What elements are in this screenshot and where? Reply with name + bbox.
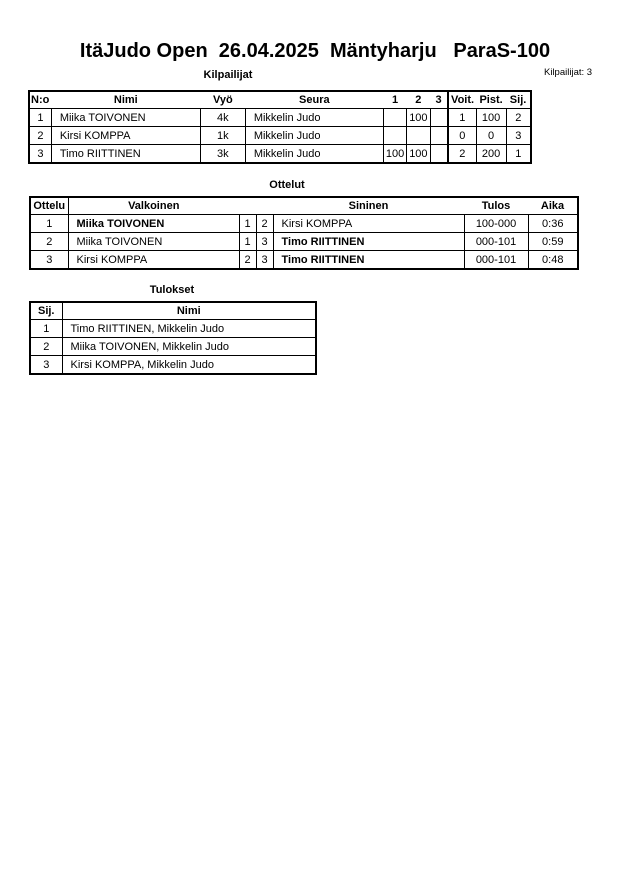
col-header-valkoinen: Valkoinen — [128, 200, 180, 212]
matches-table — [29, 196, 579, 270]
competitor-round3-score — [430, 127, 448, 145]
competitor-number: 1 — [29, 109, 51, 127]
match-number: 3 — [30, 251, 68, 270]
competitor-round3-score — [430, 145, 448, 164]
col-header-sininen: Sininen — [348, 200, 389, 212]
col-header-nimi: Nimi — [176, 305, 201, 317]
competitor-belt: 3k — [200, 145, 245, 164]
section-label-ottelut: Ottelut — [269, 179, 305, 191]
section-label-kilpailijat: Kilpailijat — [203, 69, 253, 81]
competitor-points: 100 — [476, 109, 506, 127]
results-table — [29, 301, 317, 375]
col-header-sij: Sij. — [509, 94, 527, 106]
blue-competitor: Timo RIITTINEN — [273, 233, 464, 251]
match-time: 0:48 — [528, 251, 578, 270]
blue-competitor: Kirsi KOMPPA — [273, 215, 464, 233]
blue-competitor-number: 3 — [256, 251, 273, 270]
competitor-wins: 1 — [448, 109, 476, 127]
section-label-tulokset: Tulokset — [149, 284, 195, 296]
match-row — [30, 233, 578, 251]
competitor-round1-score: 100 — [383, 145, 406, 164]
competitor-round2-score: 100 — [407, 145, 430, 164]
result-row — [30, 338, 316, 356]
page-title: ItäJudo Open 26.04.2025 Mäntyharju ParaS-100 — [79, 40, 551, 62]
competitor-points: 200 — [476, 145, 506, 164]
competitor-round3-score — [430, 109, 448, 127]
col-header-round1: 1 — [391, 94, 399, 106]
col-header-round2: 2 — [415, 94, 422, 106]
col-header-aika: Aika — [540, 200, 565, 212]
match-time: 0:59 — [528, 233, 578, 251]
result-place: 2 — [30, 338, 62, 356]
competitor-name: Kirsi KOMPPA — [51, 127, 200, 145]
col-header-seura: Seura — [299, 94, 330, 106]
competitor-club: Mikkelin Judo — [245, 109, 383, 127]
competitors-count: Kilpailijat: 3 — [544, 67, 593, 78]
match-result: 000-101 — [464, 233, 528, 251]
match-number: 2 — [30, 233, 68, 251]
competitor-number: 3 — [29, 145, 51, 164]
competitor-round1-score — [383, 109, 406, 127]
blue-competitor-number: 2 — [256, 215, 273, 233]
col-header-tulos: Tulos — [481, 200, 511, 212]
col-header-white-number — [239, 197, 256, 215]
result-competitor: Kirsi KOMPPA, Mikkelin Judo — [62, 356, 316, 375]
competitor-number: 2 — [29, 127, 51, 145]
match-time: 0:36 — [528, 215, 578, 233]
white-competitor: Miika TOIVONEN — [68, 215, 239, 233]
white-competitor-number: 2 — [239, 251, 256, 270]
competitor-round1-score — [383, 127, 406, 145]
white-competitor: Kirsi KOMPPA — [68, 251, 239, 270]
col-header-nimi: Nimi — [113, 94, 138, 106]
competitor-wins: 0 — [448, 127, 476, 145]
competitor-wins: 2 — [448, 145, 476, 164]
white-competitor-number: 1 — [239, 215, 256, 233]
match-row — [30, 215, 578, 233]
competitor-round2-score: 100 — [407, 109, 430, 127]
white-competitor: Miika TOIVONEN — [68, 233, 239, 251]
result-place: 1 — [30, 320, 62, 338]
col-header-no: N:o — [31, 94, 50, 106]
competitor-row — [29, 127, 531, 145]
match-result: 000-101 — [464, 251, 528, 270]
result-competitor: Miika TOIVONEN, Mikkelin Judo — [62, 338, 316, 356]
competitor-row — [29, 109, 531, 127]
blue-competitor-number: 3 — [256, 233, 273, 251]
match-row — [30, 251, 578, 270]
result-competitor: Timo RIITTINEN, Mikkelin Judo — [62, 320, 316, 338]
results-header-row — [30, 302, 316, 320]
col-header-vyo: Vyö — [212, 94, 233, 106]
competitor-points: 0 — [476, 127, 506, 145]
competitor-round2-score — [407, 127, 430, 145]
competitors-table — [28, 90, 532, 164]
col-header-blue-number — [256, 197, 273, 215]
blue-competitor: Timo RIITTINEN — [273, 251, 464, 270]
competitor-name: Timo RIITTINEN — [51, 145, 200, 164]
competitor-row — [29, 145, 531, 164]
match-result: 100-000 — [464, 215, 528, 233]
match-number: 1 — [30, 215, 68, 233]
competitor-place: 2 — [506, 109, 531, 127]
competitor-belt: 4k — [200, 109, 245, 127]
col-header-sij: Sij. — [30, 302, 62, 320]
col-header-pist: Pist. — [479, 94, 503, 106]
competitor-belt: 1k — [200, 127, 245, 145]
result-place: 3 — [30, 356, 62, 375]
matches-header-row — [30, 197, 578, 215]
result-row — [30, 320, 316, 338]
competitor-place: 1 — [506, 145, 531, 164]
competitor-place: 3 — [506, 127, 531, 145]
col-header-ottelu: Ottelu — [30, 197, 68, 215]
result-row — [30, 356, 316, 375]
competitor-name: Miika TOIVONEN — [51, 109, 200, 127]
col-header-round3: 3 — [435, 94, 442, 106]
competitor-club: Mikkelin Judo — [245, 127, 383, 145]
col-header-voit: Voit. — [448, 91, 476, 109]
competitors-header-row — [29, 91, 531, 109]
competitor-club: Mikkelin Judo — [245, 145, 383, 164]
white-competitor-number: 1 — [239, 233, 256, 251]
